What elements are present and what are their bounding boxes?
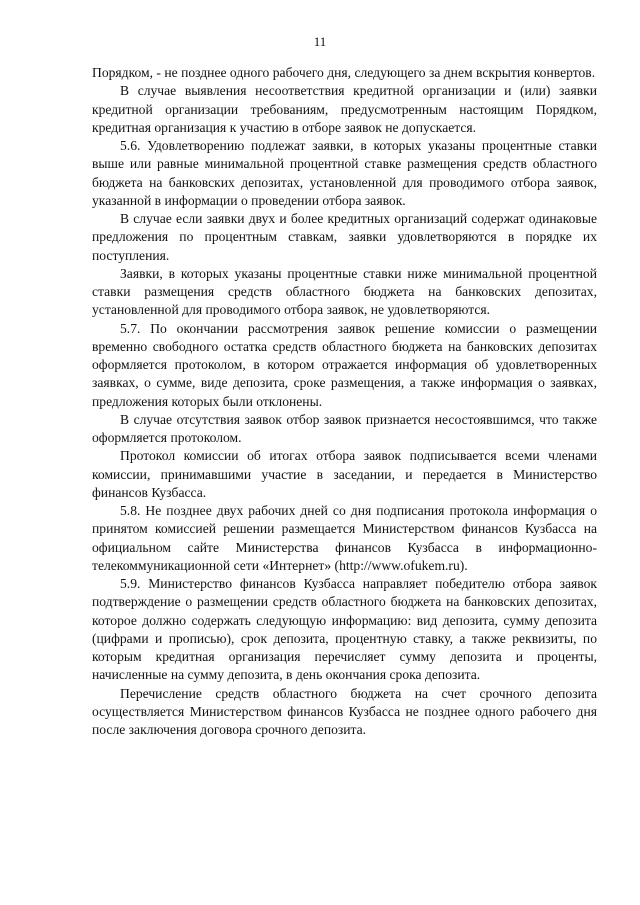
paragraph-continuation: Порядком, - не позднее одного рабочего дня, следующего за днем вскрытия конвертов. xyxy=(92,65,596,80)
paragraph-5-7: 5.7. По окончании рассмотрения заявок решение комиссии о размещении временно свободного остатка средств областного бюджета на банковских депозитах оформляется протоколом, в котором отражается информация об удовлетворенных заявках, о сумме, виде депозита, сроке размещения, а также информация о заявках, предложения которых были отклонены. xyxy=(92,320,597,409)
paragraph-rejected-rates: Заявки, в которых указаны процентные ставки ниже минимальной процентной ставки размещения средств областного бюджета на банковских депозитах, установленной для проводимого отбора заявок, не удовлетворяются. xyxy=(92,265,597,318)
paragraph-5-8: 5.8. Не позднее двух рабочих дней со дня подписания протокола информация о принятом комиссией решении размещается Министерством финансов Кузбасса на официальном сайте Министерства финансов Кузбасса в информационно-телекоммуникационной сети «Интернет» (http://www.ofukem.ru). xyxy=(92,503,597,573)
paragraph-nonconformity: В случае выявления несоответствия кредитной организации и (или) заявки кредитной организации требованиям, предусмотренным настоящим Порядком, кредитная организация к участию в отборе заявок не допускается. xyxy=(92,83,597,135)
paragraph-protocol-signing: Протокол комиссии об итогах отбора заявок подписывается всеми членами комиссии, принимавшими участие в заседании, и передается в Министерство финансов Кузбасса. xyxy=(92,448,597,500)
paragraph-transfer: Перечисление средств областного бюджета на счет срочного депозита осуществляется Министерством финансов Кузбасса не позднее одного рабочего дня после заключения договора срочного депозита. xyxy=(92,685,597,737)
paragraph-5-9: 5.9. Министерство финансов Кузбасса направляет победителю отбора заявок подтверждение о размещении средств областного бюджета на банковских депозитах, которое должно содержать следующую информацию: вид депозита, сумму депозита (цифрами и прописью), срок депозита, процентную ставку, а также реквизиты, по которым кредитная организация перечисляет сумму депозита и проценты, начисленные на сумму депозита, в день окончания срока депозита. xyxy=(92,576,597,683)
paragraph-5-6: 5.6. Удовлетворению подлежат заявки, в которых указаны процентные ставки выше или равные минимальной процентной ставке размещения средств областного бюджета на банковских депозитах, установленной для проводимого отбора заявок, указанной в информации о проведении отбора заявок. xyxy=(92,138,597,208)
page-number: 11 xyxy=(313,34,327,49)
paragraph-equal-offers: В случае если заявки двух и более кредитных организаций содержат одинаковые предложения по процентным ставкам, заявки удовлетворяются в порядке их поступления. xyxy=(92,211,597,263)
document-body xyxy=(92,64,597,739)
paragraph-no-bids: В случае отсутствия заявок отбор заявок признается несостоявшимся, что также оформляется протоколом. xyxy=(92,411,597,445)
